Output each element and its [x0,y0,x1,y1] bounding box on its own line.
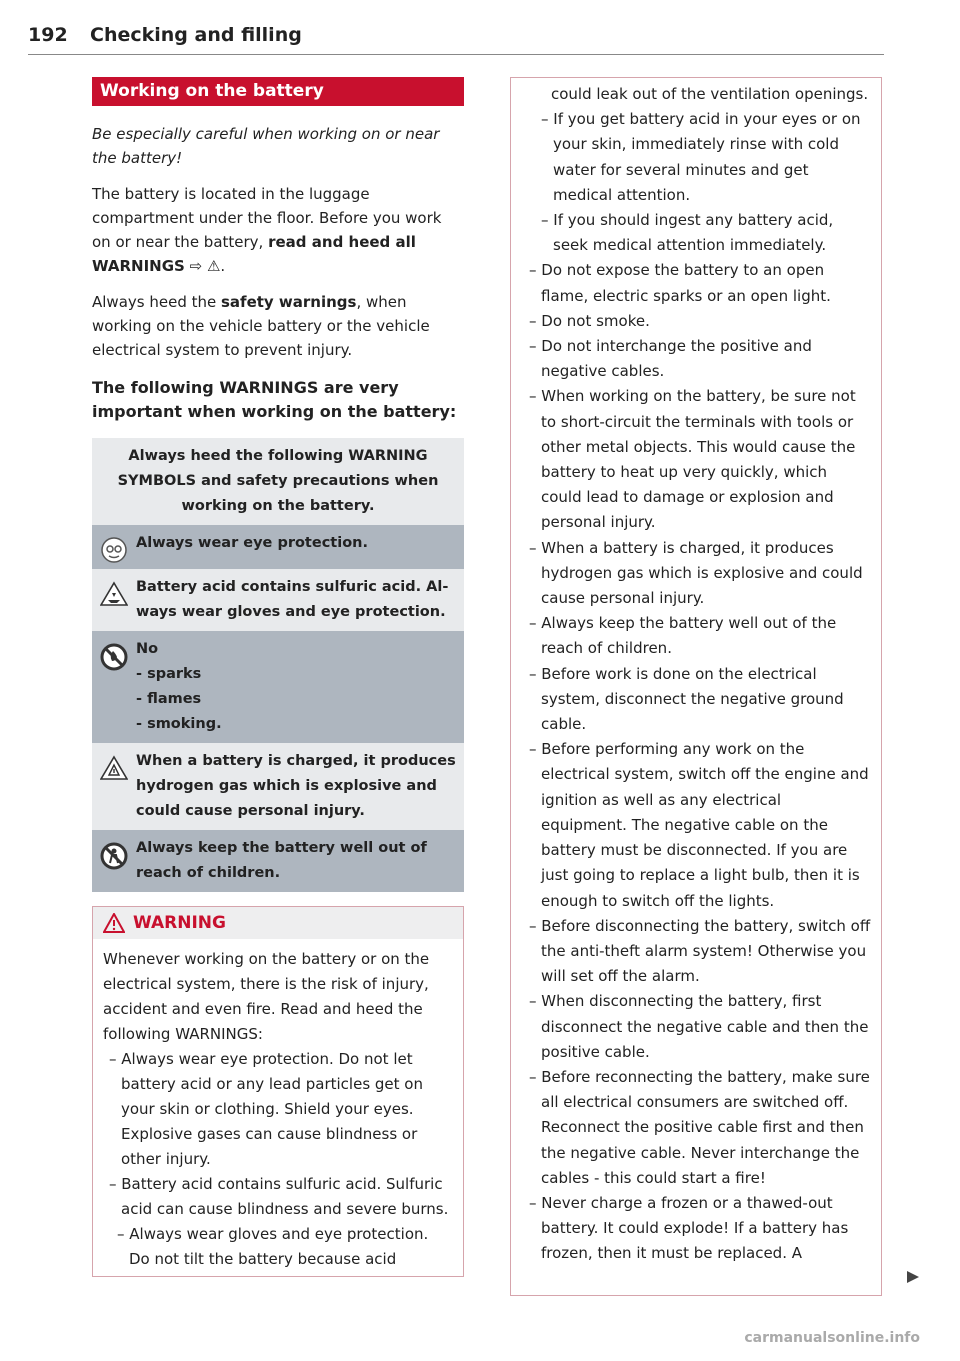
warning-box [92,906,464,1277]
location-bold: read and heed all WARNINGS [92,233,416,275]
warning-item: – Never charge a frozen or a thawed-out battery. It could explode! If a battery has frozen, then it must be replaced. A [529,1193,849,1263]
symbol-text: - sparks [136,666,202,682]
safety-bold: safety warnings [221,293,357,311]
no-fire-icon [92,635,136,671]
warning-item: – Do not smoke. [529,311,650,330]
symbol-text: Always wear eye protection. [136,535,368,551]
warning-item: – Before work is done on the electrical system, disconnect the negative ground cable. [529,664,844,734]
symbol-row [92,743,464,830]
keep-children-away-icon [92,834,136,870]
warning-subitem: – Always wear gloves and eye protection. Do not tilt the battery because acid [117,1225,429,1268]
symbol-text: Battery acid contains sulfuric acid. Al- [136,579,449,595]
warning-item: – When working on the battery, be sure not to short-circuit the terminals with tools or other metal objects. This would cause the battery to heat up very quickly, which could lead to damage or explosion and personal injury. [529,387,856,532]
left-column [92,77,464,1277]
symbol-text: reach of children. [136,865,281,881]
symbol-row [92,525,464,569]
warning-triangle-icon [103,913,125,933]
intro-text: Be especially careful when working on or near the battery! [92,125,440,167]
location-paragraph [92,182,464,278]
symbol-row [92,631,464,743]
footer-logo: carmanualsonline.info [744,1330,920,1346]
warning-item: – When a battery is charged, it produces hydrogen gas which is explosive and could cause personal injury. [529,538,863,608]
warning-intro: Whenever working on the battery or on the electrical system, there is the risk of injury, accident and even fire. Read and heed the following WARNINGS: [103,950,430,1043]
warning-item: – Always keep the battery well out of the reach of children. [529,614,837,658]
symbol-text: - smoking. [136,716,222,732]
safety-text-pre: Always heed the [92,293,221,311]
safety-text-post: , when working on the vehicle battery or the vehicle electrical system to prevent injury. [92,293,430,359]
location-text: The battery is located in the luggage compartment under the floor. Before you work on or near the battery, [92,185,442,251]
warning-continued-body [511,78,881,1267]
symbol-text: No [136,641,159,657]
topic-title: Working on the battery [92,77,464,106]
section-title: Checking and filling [90,24,302,46]
warning-body [93,939,463,1276]
warning-item: – Before disconnecting the battery, switch off the anti-theft alarm system! Otherwise you will set off the alarm. [529,916,871,986]
acid-warning-icon [92,573,136,607]
symbol-table-head: Always heed the following WARNING SYMBOLS and safety precautions when working on the battery. [92,438,464,525]
warning-item: – Always wear eye protection. Do not let battery acid or any lead particles get on your skin or clothing. Shield your eyes. Explosive gases can cause blindness or other injury. [109,1050,423,1168]
warning-item: – Battery acid contains sulfuric acid. Sulfuric acid can cause blindness and severe burns. [109,1175,449,1218]
symbol-text: hydrogen gas which is explosive and [136,778,437,794]
symbol-text: Always keep the battery well out of [136,840,427,856]
continue-arrow-icon [905,1269,921,1285]
explosive-gas-icon [92,747,136,781]
warning-subitem: – If you get battery acid in your eyes or on your skin, immediately rinse with cold water for several minutes and get medical attention. [541,110,861,204]
header-divider [28,54,884,55]
warnings-subhead: The following WARNINGS are very important when working on the battery: [92,378,457,421]
continued-text: could leak out of the ventilation openings. [551,85,869,103]
symbol-text: - flames [136,691,202,707]
eye-protection-icon [92,529,136,563]
symbol-table [92,438,464,892]
warning-item: – When disconnecting the battery, first disconnect the negative cable and then the positive cable. [529,992,869,1061]
page-number: 192 [28,24,68,46]
symbol-row [92,569,464,631]
warning-label: WARNING [133,913,226,933]
symbol-text: could cause personal injury. [136,803,365,819]
warning-item: – Do not interchange the positive and negative cables. [529,337,812,381]
warning-reference: ⇨ ⚠. [184,257,226,275]
warning-continued-box [510,77,882,1296]
warning-item: – Before reconnecting the battery, make sure all electrical consumers are switched off. Reconnect the positive cable first and then the negative cable. Never interchange the cables - this could start a fire! [529,1067,870,1187]
symbol-row [92,830,464,892]
warning-header [93,907,463,939]
symbol-text: When a battery is charged, it produces [136,753,456,769]
warning-item: – Before performing any work on the electrical system, switch off the engine and ignition as well as any electrical equipment. The negative cable on the battery must be disconnected. If you are just going to replace a light bulb, then it is enough to switch off the lights. [529,740,869,910]
warning-subitem: – If you should ingest any battery acid, seek medical attention immediately. [541,211,834,255]
symbol-text: ways wear gloves and eye protection. [136,604,446,620]
safety-paragraph [92,290,464,362]
warning-item: – Do not expose the battery to an open flame, electric sparks or an open light. [529,261,831,305]
